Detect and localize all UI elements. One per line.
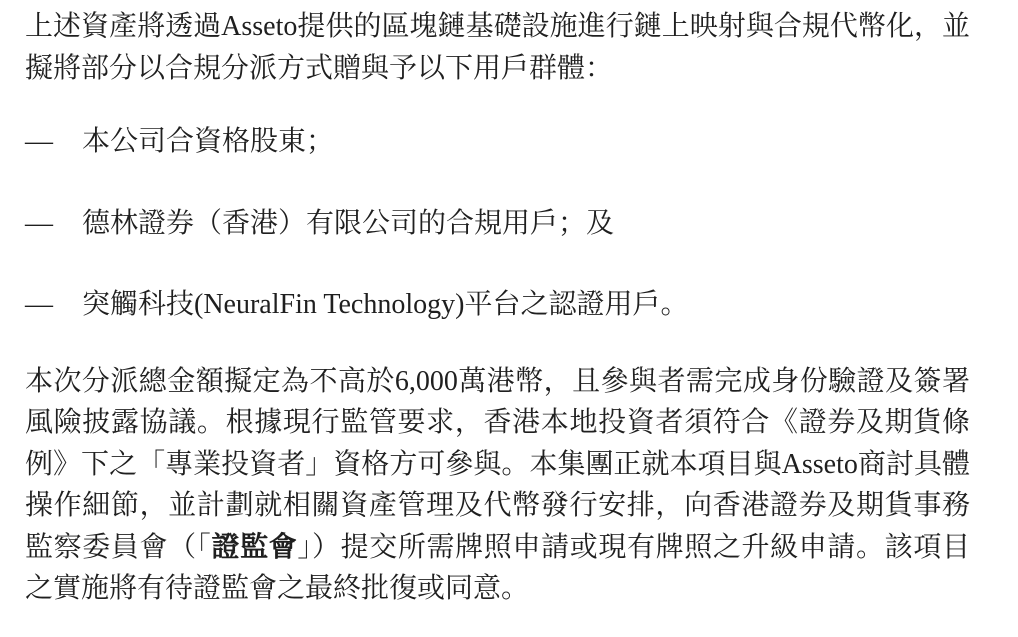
intro-paragraph: 上述資產將透過Asseto提供的區塊鏈基礎設施進行鏈上映射與合規代幣化，並擬將部分以合規分派方式贈與予以下用戶群體： <box>25 11 970 84</box>
list-item <box>25 121 970 163</box>
list-item-text: 突觸科技(NeuralFin Technology)平台之認證用戶。 <box>82 289 689 320</box>
dash-bullet-marker: — <box>25 207 53 239</box>
list-item <box>25 284 970 326</box>
closing-text-before-bold: 本次分派總金額擬定為不高於6,000萬港幣，且參與者需完成身份驗證及簽署風險披露協議。根據現行監管要求，香港本地投資者須符合《證券及期貨條例》下之「專業投資者」資格方可參與。本集團正就本項目與Asseto商討具體操作細節，並計劃就相關資產管理及代幣發行安排，向香港證券及期貨事務監察委員會（「 <box>25 365 970 563</box>
bullet-list <box>25 121 970 326</box>
closing-text-after-bold: 」）提交所需牌照申請或現有牌照之升級申請。該項目之實施將有待證監會之最終批復或同意。 <box>25 531 970 604</box>
list-item <box>25 203 970 245</box>
closing-paragraph <box>25 361 970 610</box>
list-item-text: 本公司合資格股東； <box>82 126 335 157</box>
bold-term-sfc: 證監會 <box>211 531 298 563</box>
dash-bullet-marker: — <box>25 289 53 320</box>
dash-bullet-marker: — <box>25 126 53 157</box>
list-item-text: 德林證券（香港）有限公司的合規用戶；及 <box>82 207 615 239</box>
